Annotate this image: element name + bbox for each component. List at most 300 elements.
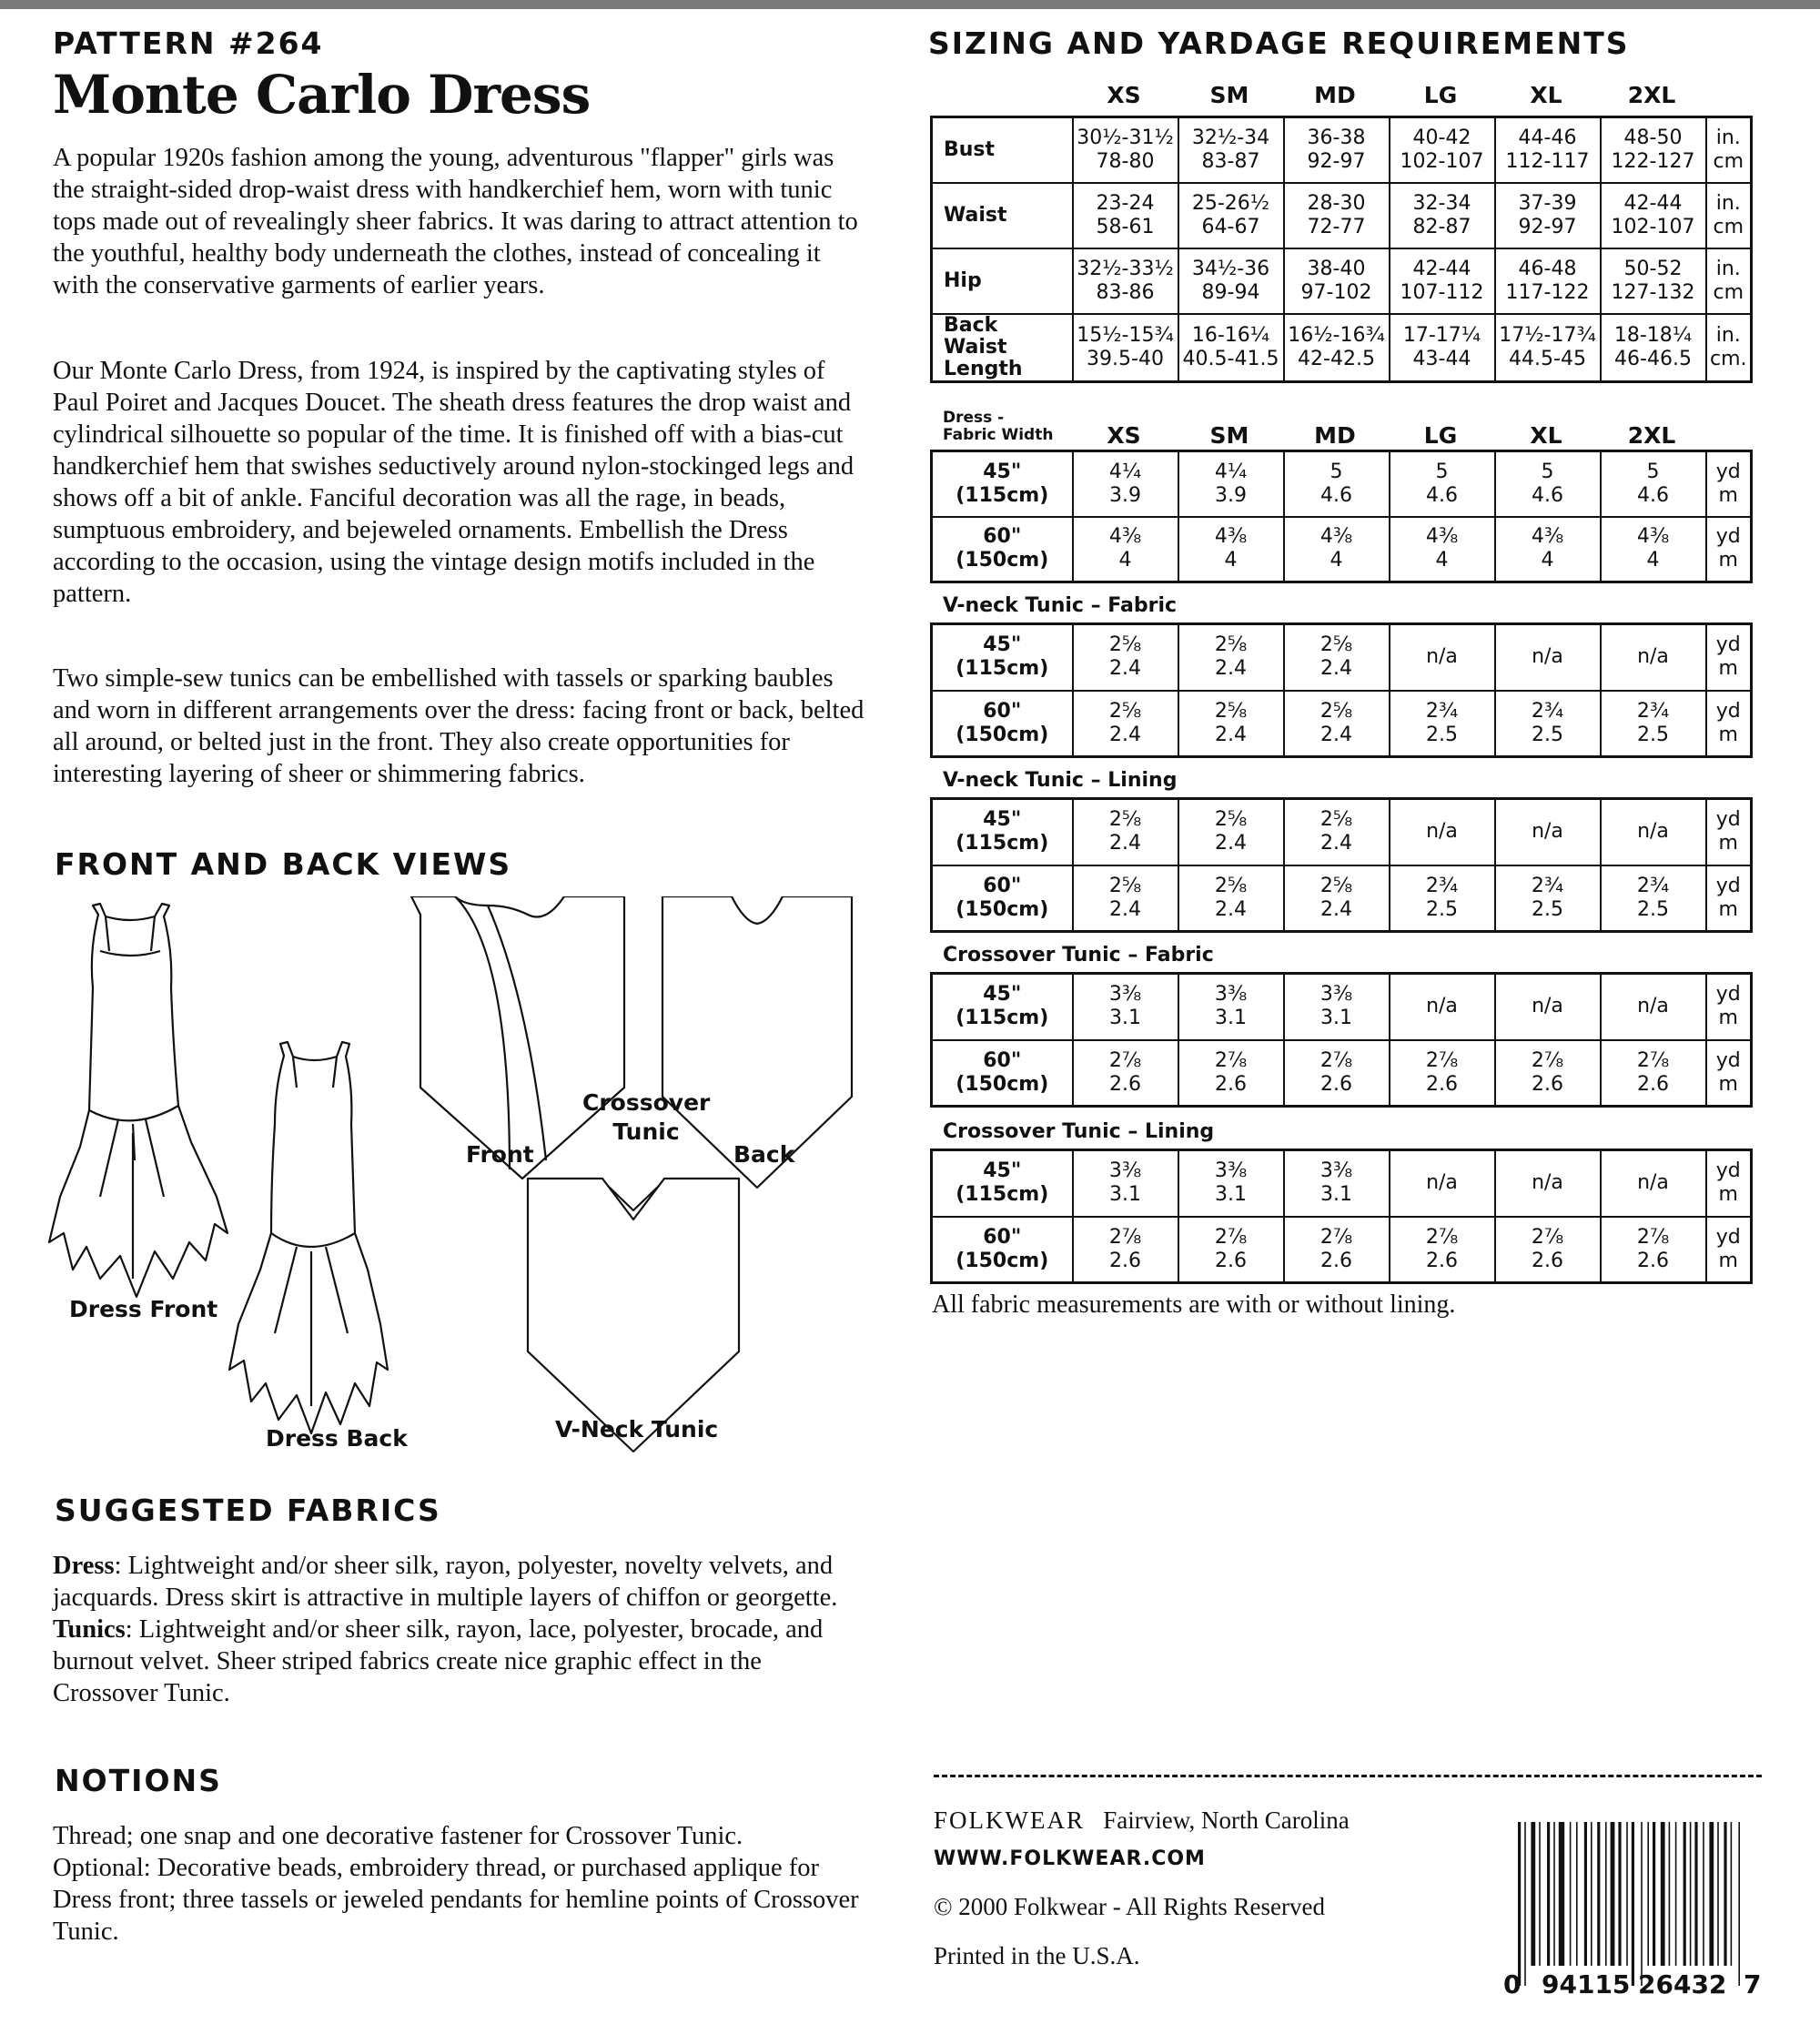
cell-line: 5: [1330, 460, 1343, 483]
table-cell: [1495, 314, 1601, 382]
table-cell: [1390, 117, 1495, 183]
copyright-text: © 2000 Folkwear - All Rights Reserved: [934, 1893, 1325, 1920]
cell-line: 4.6: [1320, 483, 1352, 507]
cell-line: 4⅜: [1425, 525, 1459, 549]
cell-line: 2.6: [1320, 1249, 1352, 1272]
barcode-bar: [1524, 1822, 1526, 1986]
measure-size-md: MD: [1314, 82, 1356, 108]
cell-line: n/a: [1637, 820, 1669, 844]
measure-size-2xl: 2XL: [1627, 82, 1676, 108]
dress-back-label: Dress Back: [266, 1425, 408, 1452]
cell-line: 2.5: [1426, 723, 1458, 746]
table-cell: [1390, 248, 1495, 314]
table-cell: [1178, 1150, 1284, 1217]
table-cell: [1495, 1217, 1601, 1283]
printed-text: Printed in the U.S.A.: [934, 1942, 1140, 1969]
row-width: [932, 1217, 1073, 1283]
barcode-bar: [1661, 1822, 1665, 1966]
table-cell: [1073, 451, 1178, 517]
barcode-bar: [1709, 1822, 1714, 1966]
cell-line: 2⅝: [1108, 874, 1142, 897]
table-cell: [1390, 624, 1495, 691]
cell-line: m: [1718, 897, 1738, 921]
cell-line: 2⅞: [1425, 1225, 1459, 1249]
cell-line: 60": [983, 525, 1022, 549]
barcode-bar: [1531, 1822, 1535, 1966]
cell-line: 5: [1541, 460, 1554, 483]
cell-line: 2.4: [1215, 897, 1247, 921]
table-cell: [1073, 314, 1178, 382]
barcode-bar: [1611, 1822, 1615, 1966]
table-cell: [1178, 799, 1284, 865]
vneck-fabric-label: V-neck Tunic – Fabric: [943, 594, 1178, 617]
cell-line: 2.5: [1637, 723, 1669, 746]
cell-line: 4⅜: [1531, 525, 1564, 549]
cell-line: 2⅝: [1108, 808, 1142, 832]
company-location: Fairview, North Carolina: [1103, 1806, 1350, 1834]
barcode-bar: [1591, 1822, 1592, 1966]
unit-cell: [1706, 1040, 1752, 1107]
cell-line: 107-112: [1400, 280, 1484, 304]
garment-illustrations: [36, 896, 910, 1461]
cell-line: yd: [1715, 983, 1741, 1007]
table-cell: [1495, 974, 1601, 1040]
cell-line: 36-38: [1307, 126, 1366, 149]
cell-line: m: [1718, 1072, 1738, 1096]
barcode-bar: [1539, 1822, 1541, 1966]
table-cell: [1390, 974, 1495, 1040]
cell-line: 46-48: [1518, 257, 1577, 280]
cell-line: 3⅜: [1214, 1159, 1248, 1183]
dress-front-label: Dress Front: [69, 1296, 218, 1322]
table-cell: [1284, 1217, 1390, 1283]
cell-line: 3.1: [1215, 1007, 1247, 1030]
cell-line: 25-26½: [1191, 191, 1270, 215]
cell-line: 2.4: [1109, 897, 1141, 921]
cell-line: n/a: [1426, 645, 1458, 669]
cell-line: m: [1718, 1183, 1738, 1207]
table-cell: [1284, 517, 1390, 582]
table-cell: [1073, 1217, 1178, 1283]
table-cell: [1601, 624, 1706, 691]
cell-line: in.: [1715, 126, 1741, 149]
cell-line: 97-102: [1300, 280, 1372, 304]
cell-line: 32½-33½: [1077, 257, 1174, 280]
cell-line: 4⅜: [1320, 525, 1353, 549]
cell-line: 2⅞: [1425, 1048, 1459, 1072]
barcode-bar: [1694, 1822, 1697, 1966]
cell-line: yd: [1715, 874, 1741, 897]
crossover-tunic-label: Crossover Tunic: [582, 1089, 711, 1145]
cell-line: (150cm): [956, 1249, 1049, 1272]
cell-line: 2⅝: [1108, 633, 1142, 657]
barcode-bar: [1570, 1822, 1572, 1966]
unit-cell: [1706, 517, 1752, 582]
row-label: [932, 248, 1073, 314]
table-cell: [1284, 974, 1390, 1040]
table-cell: [1284, 865, 1390, 932]
fabrics-paragraph: [53, 1550, 872, 1709]
cell-line: 42-44: [1623, 191, 1683, 215]
table-cell: [1073, 799, 1178, 865]
table-cell: [1073, 1150, 1178, 1217]
barcode-bar: [1518, 1822, 1521, 1986]
table-cell: [1178, 691, 1284, 757]
dress-fabric-text: : Lightweight and/or sheer silk, rayon, polyester, novelty velvets, and jacquards. Dress skirt is attractive in multiple layers of chiffon or georgette.: [53, 1552, 838, 1612]
table-cell: [1601, 865, 1706, 932]
table-cell: [1073, 624, 1178, 691]
table-cell: [1178, 451, 1284, 517]
fabric-note: All fabric measurements are with or without lining.: [932, 1290, 1456, 1319]
website-link[interactable]: WWW.FOLKWEAR.COM: [934, 1847, 1206, 1870]
table-cell: [1284, 183, 1390, 248]
cell-line: 2.6: [1109, 1072, 1141, 1096]
cell-line: 4.6: [1637, 483, 1669, 507]
cell-line: 2⅞: [1320, 1048, 1353, 1072]
cell-line: 92-97: [1307, 149, 1366, 173]
cell-line: 2⅞: [1531, 1048, 1564, 1072]
barcode-bar: [1576, 1822, 1578, 1966]
cell-line: 2⅝: [1320, 699, 1353, 723]
unit-cell: [1706, 117, 1752, 183]
vneck-lining-label: V-neck Tunic – Lining: [943, 769, 1178, 792]
table-row: [932, 117, 1752, 183]
cell-line: 2.6: [1532, 1249, 1563, 1272]
cell-line: 60": [983, 699, 1022, 723]
cell-line: 2.6: [1109, 1249, 1141, 1272]
tunics-fabric-text: : Lightweight and/or sheer silk, rayon, lace, polyester, brocade, and burnout velvet. Sheer striped fabrics create nice graphic effect in the Crossover Tunic.: [53, 1615, 824, 1707]
cell-line: 2⅞: [1531, 1225, 1564, 1249]
intro-paragraph-3: Two simple-sew tunics can be embellished with tassels or sparking baubles and worn in different arrangements over the dress: facing front or back, belted all around, or belted just in the front. They also create opportunities for interesting layering of sheer or shimmering fabrics.: [53, 664, 864, 788]
table-cell: [1495, 517, 1601, 582]
table-cell: [1073, 691, 1178, 757]
cell-line: 2.4: [1215, 832, 1247, 855]
cell-line: 2.4: [1215, 723, 1247, 746]
top-edge-bar: [0, 0, 1820, 9]
table-cell: [1178, 1217, 1284, 1283]
cell-line: 38-40: [1307, 257, 1366, 280]
vneck-tunic-label: V-Neck Tunic: [555, 1416, 719, 1442]
cell-line: 4: [1330, 549, 1343, 572]
company-name: FOLKWEAR: [934, 1806, 1085, 1834]
cell-line: 16-16¼: [1191, 323, 1270, 347]
dress-front-drawing: [49, 904, 228, 1297]
row-label-text: Back Waist Length: [944, 313, 1023, 380]
row-label: [932, 314, 1073, 382]
cell-line: 4⅜: [1108, 525, 1142, 549]
row-width: [932, 799, 1073, 865]
barcode-bar: [1605, 1822, 1607, 1966]
cell-line: 48-50: [1623, 126, 1683, 149]
table-cell: [1390, 865, 1495, 932]
back-label: Back: [733, 1141, 795, 1168]
table-cell: [1601, 183, 1706, 248]
table-cell: [1390, 183, 1495, 248]
cell-line: 89-94: [1201, 280, 1260, 304]
cell-line: 2⅝: [1320, 808, 1353, 832]
cell-line: yd: [1715, 460, 1741, 483]
table-cell: [1178, 517, 1284, 582]
cell-line: yd: [1715, 1048, 1741, 1072]
cell-line: 3.1: [1215, 1183, 1247, 1207]
cell-line: 2.4: [1215, 657, 1247, 681]
cell-line: 17½-17¾: [1499, 323, 1596, 347]
cell-line: cm: [1713, 215, 1744, 238]
cell-line: 39.5-40: [1087, 347, 1164, 370]
cell-line: 3.1: [1320, 1183, 1352, 1207]
dress-size-xs: XS: [1107, 422, 1141, 449]
cell-line: 2¾: [1636, 874, 1670, 897]
cell-line: 60": [983, 1048, 1022, 1072]
cell-line: 2⅞: [1636, 1225, 1670, 1249]
measure-size-xs: XS: [1107, 82, 1141, 108]
cell-line: m: [1718, 549, 1738, 572]
cell-line: 4¼: [1214, 460, 1248, 483]
barcode-digits-left: 94115: [1542, 1969, 1631, 1999]
barcode-bar: [1647, 1822, 1649, 1966]
cell-line: 117-122: [1505, 280, 1590, 304]
cell-line: cm: [1713, 280, 1744, 304]
cell-line: (150cm): [956, 549, 1049, 572]
cell-line: 4: [1224, 549, 1238, 572]
cell-line: 2⅞: [1636, 1048, 1670, 1072]
cell-line: 45": [983, 983, 1022, 1007]
cell-line: m: [1718, 832, 1738, 855]
cell-line: 4: [1118, 549, 1132, 572]
row-width: [932, 691, 1073, 757]
cell-line: m: [1718, 1007, 1738, 1030]
measure-size-sm: SM: [1209, 82, 1249, 108]
table-cell: [1601, 248, 1706, 314]
barcode-bar: [1641, 1822, 1643, 1986]
cell-line: 2.4: [1109, 723, 1141, 746]
cell-line: 60": [983, 874, 1022, 897]
cell-line: 45": [983, 460, 1022, 483]
cell-line: 82-87: [1412, 215, 1471, 238]
cell-line: 2⅝: [1320, 874, 1353, 897]
table-row: [932, 691, 1752, 757]
cell-line: 4.6: [1426, 483, 1458, 507]
cell-line: in.: [1715, 257, 1741, 280]
cell-line: 83-86: [1096, 280, 1155, 304]
cell-line: yd: [1715, 808, 1741, 832]
table-cell: [1495, 117, 1601, 183]
cell-line: 3.9: [1215, 483, 1247, 507]
cell-line: 2.4: [1109, 832, 1141, 855]
cell-line: (115cm): [956, 832, 1049, 855]
table-cell: [1495, 1150, 1601, 1217]
cell-line: 2.5: [1426, 897, 1458, 921]
cell-line: 2⅝: [1214, 633, 1248, 657]
cell-line: 2⅞: [1320, 1225, 1353, 1249]
cell-line: 32½-34: [1191, 126, 1270, 149]
cell-line: 28-30: [1307, 191, 1366, 215]
cell-line: 2¾: [1636, 699, 1670, 723]
cell-line: 2.6: [1637, 1249, 1669, 1272]
sizing-crossover-fabric-table: [930, 972, 1753, 1108]
cell-line: 122-127: [1611, 149, 1695, 173]
cell-line: 2.6: [1532, 1072, 1563, 1096]
cell-line: in.: [1715, 191, 1741, 215]
cell-line: 2.5: [1532, 723, 1563, 746]
table-row: [932, 1150, 1752, 1217]
sizing-crossover-lining-table: [930, 1149, 1753, 1284]
unit-cell: [1706, 183, 1752, 248]
cell-line: 3.1: [1109, 1007, 1141, 1030]
cell-line: (150cm): [956, 723, 1049, 746]
sizing-measurements-table: [930, 116, 1753, 383]
cell-line: 2¾: [1531, 874, 1564, 897]
cell-line: 2.4: [1320, 723, 1352, 746]
dress-size-2xl: 2XL: [1627, 422, 1676, 449]
barcode-bar: [1618, 1822, 1621, 1966]
cell-line: m: [1718, 1249, 1738, 1272]
row-width: [932, 865, 1073, 932]
cell-line: 45": [983, 1159, 1022, 1183]
cell-line: cm: [1713, 149, 1744, 173]
cell-line: n/a: [1637, 1171, 1669, 1195]
cell-line: 5: [1435, 460, 1449, 483]
barcode-bar: [1626, 1822, 1628, 1966]
cell-line: 2¾: [1531, 699, 1564, 723]
cell-line: 44-46: [1518, 126, 1577, 149]
table-cell: [1601, 799, 1706, 865]
cell-line: 2.4: [1109, 657, 1141, 681]
cell-line: 32-34: [1412, 191, 1471, 215]
cell-line: 23-24: [1096, 191, 1155, 215]
sizing-heading: SIZING AND YARDAGE REQUIREMENTS: [928, 25, 1630, 61]
cell-line: 34½-36: [1191, 257, 1270, 280]
table-cell: [1284, 1040, 1390, 1107]
cell-line: 3⅜: [1108, 1159, 1142, 1183]
cell-line: 40.5-41.5: [1182, 347, 1279, 370]
table-row: [932, 974, 1752, 1040]
unit-cell: [1706, 624, 1752, 691]
cell-line: (115cm): [956, 1183, 1049, 1207]
cell-line: 2.6: [1320, 1072, 1352, 1096]
table-row: [932, 451, 1752, 517]
cell-line: 2.5: [1532, 897, 1563, 921]
table-cell: [1178, 974, 1284, 1040]
barcode-bar: [1597, 1822, 1600, 1966]
barcode-bar: [1675, 1822, 1677, 1966]
cell-line: 4: [1541, 549, 1554, 572]
table-cell: [1073, 248, 1178, 314]
cell-line: 2.6: [1215, 1072, 1247, 1096]
unit-cell: [1706, 1150, 1752, 1217]
cell-line: 16½-16¾: [1288, 323, 1385, 347]
cell-line: 92-97: [1518, 215, 1577, 238]
vneck-tunic-drawing: [528, 1179, 739, 1452]
cell-line: 2⅝: [1214, 699, 1248, 723]
table-cell: [1495, 1040, 1601, 1107]
cell-line: 60": [983, 1225, 1022, 1249]
table-cell: [1495, 183, 1601, 248]
table-cell: [1601, 117, 1706, 183]
table-row: [932, 1040, 1752, 1107]
row-label-text: Hip: [944, 268, 982, 292]
table-cell: [1601, 974, 1706, 1040]
cell-line: 112-117: [1505, 149, 1590, 173]
fabrics-heading: SUGGESTED FABRICS: [55, 1493, 441, 1528]
cell-line: 3.1: [1320, 1007, 1352, 1030]
notions-line-2: Optional: Decorative beads, embroidery thread, or purchased applique for Dress front; three tassels or jeweled pendants for hemline points of Crossover Tunic.: [53, 1854, 859, 1946]
table-row: [932, 865, 1752, 932]
cell-line: 2.6: [1426, 1072, 1458, 1096]
unit-cell: [1706, 691, 1752, 757]
unit-cell: [1706, 1217, 1752, 1283]
measure-size-xl: XL: [1530, 82, 1562, 108]
table-cell: [1073, 183, 1178, 248]
cell-line: 30½-31½: [1077, 126, 1174, 149]
row-width: [932, 974, 1073, 1040]
cell-line: yd: [1715, 699, 1741, 723]
cell-line: 102-107: [1400, 149, 1484, 173]
intro-paragraph-2: Our Monte Carlo Dress, from 1924, is inspired by the captivating styles of Paul Poiret and Jacques Doucet. The sheath dress features the drop waist and cylindrical silhouette so popular of the time. It is finished off with a bias-cut handkerchief hem that swishes seductively around nylon-stockinged legs and shows off a bit of ankle. Fanciful decoration was all the rage, in beads, sumptuous embroidery, and bejeweled ornaments. Embellish the Dress according to the occasion, using the vintage design motifs included in the pattern.: [53, 357, 854, 608]
cell-line: 72-77: [1307, 215, 1366, 238]
dress-back-drawing: [229, 1042, 388, 1433]
cell-line: 83-87: [1201, 149, 1260, 173]
row-width: [932, 517, 1073, 582]
table-cell: [1390, 1040, 1495, 1107]
cell-line: n/a: [1426, 995, 1458, 1018]
cell-line: 50-52: [1623, 257, 1683, 280]
table-cell: [1601, 1217, 1706, 1283]
cell-line: 102-107: [1611, 215, 1695, 238]
table-cell: [1178, 117, 1284, 183]
cell-line: 58-61: [1096, 215, 1155, 238]
table-cell: [1073, 865, 1178, 932]
table-cell: [1178, 314, 1284, 382]
table-cell: [1390, 1217, 1495, 1283]
table-cell: [1284, 1150, 1390, 1217]
row-label-text: Bust: [944, 137, 996, 161]
cell-line: 2⅝: [1214, 874, 1248, 897]
cell-line: 3⅜: [1108, 983, 1142, 1007]
cell-line: 2.6: [1637, 1072, 1669, 1096]
cell-line: 45": [983, 808, 1022, 832]
unit-cell: [1706, 799, 1752, 865]
cell-line: 2⅞: [1214, 1225, 1248, 1249]
sizing-vneck-fabric-table: [930, 622, 1753, 758]
table-cell: [1178, 183, 1284, 248]
table-row: [932, 517, 1752, 582]
table-cell: [1178, 624, 1284, 691]
cell-line: (115cm): [956, 483, 1049, 507]
unit-cell: [1706, 865, 1752, 932]
crossover-fabric-label: Crossover Tunic – Fabric: [943, 944, 1214, 966]
cell-line: n/a: [1532, 645, 1563, 669]
table-cell: [1495, 624, 1601, 691]
cell-line: 4.6: [1532, 483, 1563, 507]
barcode-bar: [1724, 1822, 1726, 1966]
cell-line: n/a: [1426, 1171, 1458, 1195]
cell-line: 4⅜: [1214, 525, 1248, 549]
barcode-bar: [1731, 1822, 1733, 1966]
sizing-vneck-lining-table: [930, 797, 1753, 933]
cell-line: (150cm): [956, 1072, 1049, 1096]
table-cell: [1284, 624, 1390, 691]
table-cell: [1390, 799, 1495, 865]
cell-line: m: [1718, 483, 1738, 507]
barcode-bar: [1669, 1822, 1671, 1966]
cell-line: 43-44: [1412, 347, 1471, 370]
cell-line: 2.4: [1320, 897, 1352, 921]
cell-line: n/a: [1532, 820, 1563, 844]
cell-line: n/a: [1532, 1171, 1563, 1195]
table-row: [932, 1217, 1752, 1283]
unit-cell: [1706, 974, 1752, 1040]
